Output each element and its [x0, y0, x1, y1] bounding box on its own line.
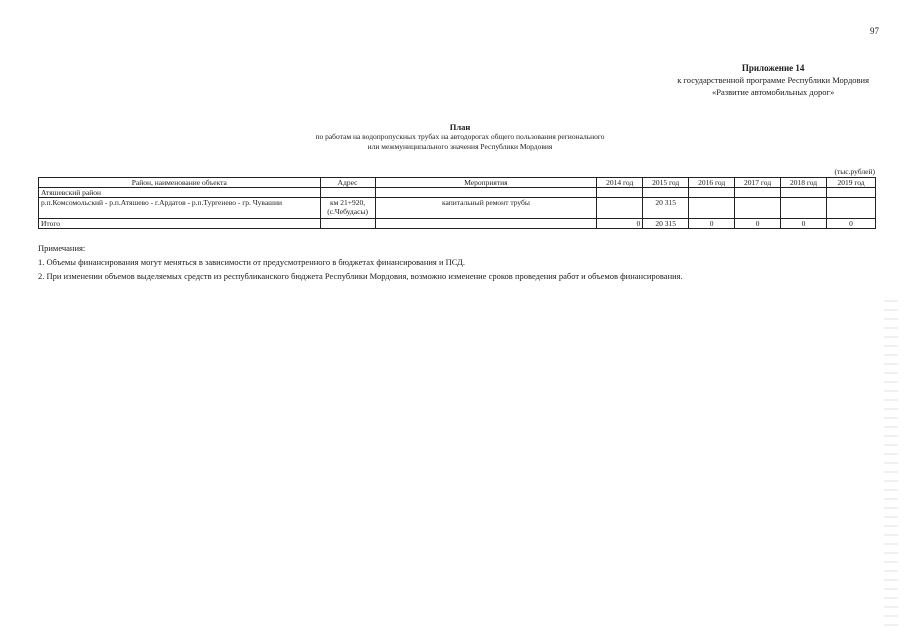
value-cell: [735, 198, 781, 219]
page-number: 97: [870, 26, 879, 36]
appendix-line-2: «Развитие автомобильных дорог»: [712, 87, 835, 97]
scan-artifact: [884, 300, 898, 630]
table-row-object: [39, 198, 876, 219]
header-cell: Адрес: [320, 178, 375, 188]
appendix-title: Приложение 14: [741, 63, 805, 73]
header-cell: 2015 год: [643, 178, 689, 188]
total-cell: 20 315: [643, 219, 689, 229]
header-cell: Мероприятия: [375, 178, 597, 188]
header-cell: 2017 год: [735, 178, 781, 188]
value-cell: [597, 198, 643, 219]
total-cell: 0: [689, 219, 735, 229]
object-address: км 21+920, (с.Чебудасы): [320, 198, 375, 219]
appendix-line-1: к государственной программе Республики Мордовия: [677, 75, 869, 85]
header-cell: 2018 год: [781, 178, 827, 188]
table-row-district: [39, 188, 876, 198]
plan-line-1: по работам на водопропускных трубах на автодорогах общего пользования регионального: [315, 132, 605, 141]
total-cell: 0: [735, 219, 781, 229]
header-cell: 2019 год: [827, 178, 876, 188]
value-cell: [781, 198, 827, 219]
value-cell: [827, 198, 876, 219]
value-cell: 20 315: [643, 198, 689, 219]
notes-block: [38, 241, 683, 283]
header-cell: 2014 год: [597, 178, 643, 188]
plan-title: План: [449, 122, 471, 132]
note-item: 1. Объемы финансирования могут меняться в зависимости от предусмотренного в бюджетах финансирования и ПСД.: [38, 257, 465, 267]
total-label: Итого: [39, 219, 321, 229]
header-cell: 2016 год: [689, 178, 735, 188]
units-label: (тыс.рублей): [834, 167, 875, 176]
appendix-block: [677, 62, 869, 98]
object-name: р.п.Комсомольский - р.п.Атяшево - г.Ардатов - р.п.Тургенево - гр. Чувашии: [39, 198, 321, 219]
note-item: 2. При изменении объемов выделяемых средств из республиканского бюджета Республики Мордовия, возможно изменение сроков проведения работ и объемов финансирования.: [38, 271, 683, 281]
plan-table: [38, 177, 876, 229]
total-cell: 0: [827, 219, 876, 229]
district-name: Атяшевский район: [39, 188, 321, 198]
notes-title: Примечания:: [38, 243, 86, 253]
table-header-row: [39, 178, 876, 188]
plan-line-2: или межмуниципального значения Республики Мордовия: [367, 142, 553, 151]
total-cell: 0: [597, 219, 643, 229]
plan-heading: [200, 122, 720, 152]
header-cell: Район, наименование объекта: [39, 178, 321, 188]
value-cell: [689, 198, 735, 219]
total-cell: 0: [781, 219, 827, 229]
object-activity: капитальный ремонт трубы: [375, 198, 597, 219]
table-row-total: [39, 219, 876, 229]
